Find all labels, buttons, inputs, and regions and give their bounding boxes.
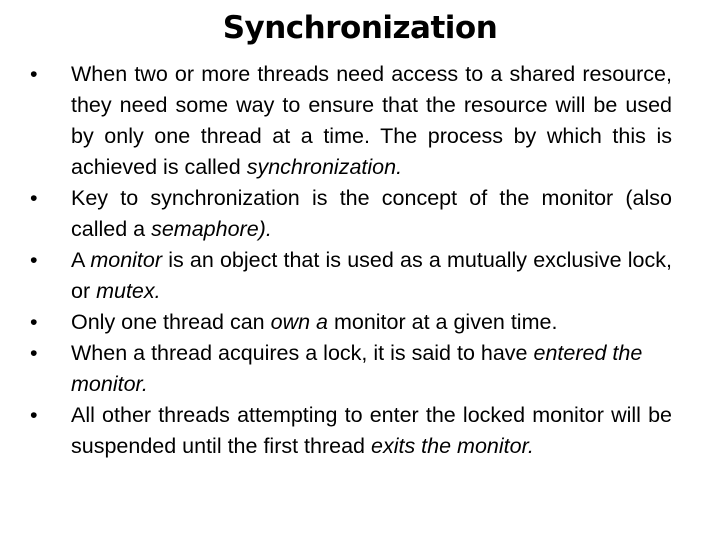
bullet-item: [30, 59, 672, 183]
bullet-list: [30, 59, 672, 462]
bullet-text-italic: mutex.: [96, 279, 161, 303]
bullet-text: A: [71, 248, 91, 272]
bullet-dot-icon: [30, 307, 50, 338]
bullet-item: [30, 400, 672, 462]
bullet-text: Only one thread can: [71, 310, 271, 334]
bullet-dot-icon: [30, 338, 50, 369]
bullet-text-italic: synchronization.: [246, 155, 403, 179]
bullet-text-italic: exits the monitor.: [371, 434, 534, 458]
bullet-item: [30, 245, 672, 307]
bullet-text: All other threads attempting to enter the locked monitor will be suspended until the first thread: [71, 403, 672, 458]
bullet-dot-icon: [30, 183, 50, 214]
bullet-item: [30, 338, 672, 400]
bullet-dot-icon: [30, 245, 50, 276]
bullet-dot-icon: [30, 59, 50, 90]
slide-title: Synchronization: [222, 10, 498, 46]
bullet-text-italic: entered the monitor.: [71, 341, 643, 396]
bullet-item: [30, 183, 672, 245]
bullet-text: Key to synchronization is the concept of the monitor (also called a: [71, 186, 672, 241]
bullet-text: is an object that is used as a mutually exclusive lock, or: [71, 248, 672, 303]
bullet-text: monitor at a given time.: [327, 310, 558, 334]
bullet-item: [30, 307, 672, 338]
bullet-text-italic: semaphore).: [151, 217, 272, 241]
bullet-text: When two or more threads need access to a shared resource, they need some way to ensure that the resource will be used by only one thread at a time. The process by which this is achieved is called: [71, 62, 672, 179]
bullet-text-italic: own a: [270, 310, 328, 334]
bullet-dot-icon: [30, 400, 50, 431]
bullet-text: When a thread acquires a lock, it is said to have: [71, 341, 534, 365]
bullet-text-italic: monitor: [90, 248, 163, 272]
